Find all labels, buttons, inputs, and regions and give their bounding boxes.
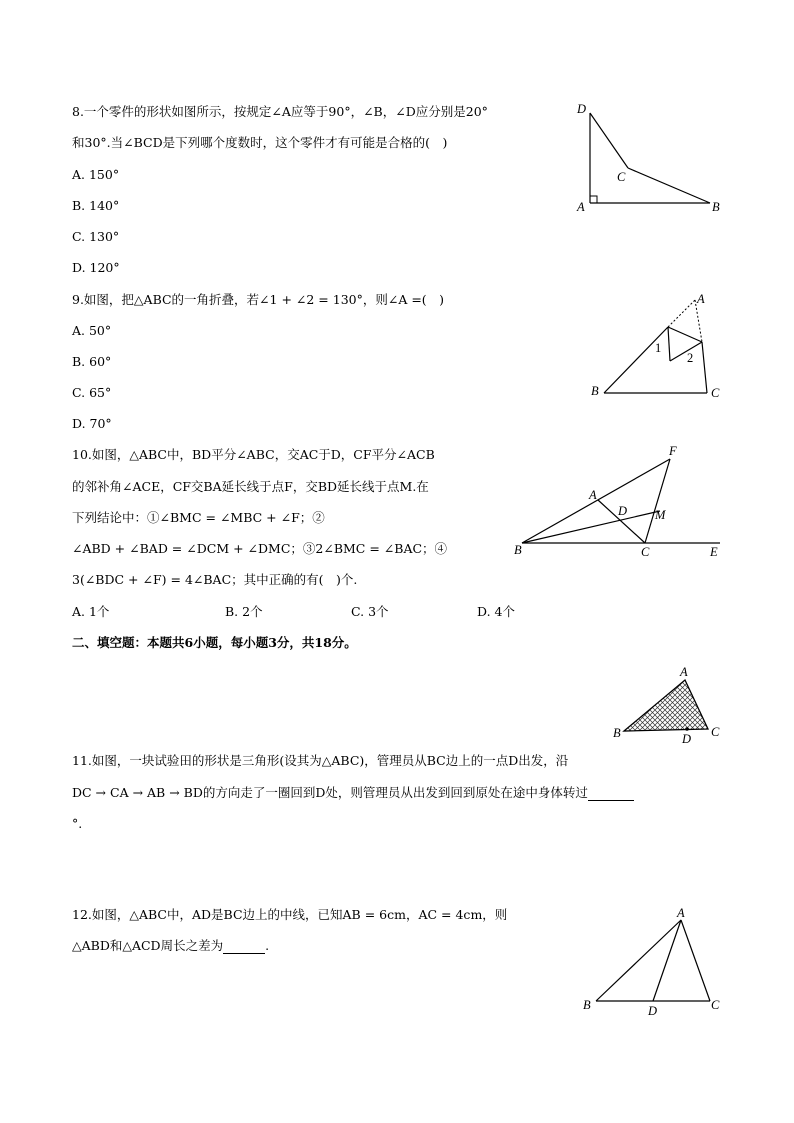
q9-label-a: A bbox=[697, 292, 705, 306]
q12-median-ad bbox=[653, 920, 681, 1001]
q8-line2: 和30°.当∠BCD是下列哪个度数时，这个零件才有可能是合格的( ) bbox=[72, 135, 448, 150]
q10-line-bf bbox=[522, 459, 670, 543]
q10-line-bm bbox=[522, 511, 660, 543]
q8-option-c: C. 130° bbox=[72, 229, 120, 244]
q9-option-c: C. 65° bbox=[72, 385, 112, 400]
q12-label-b: B bbox=[583, 998, 591, 1012]
q8-edge-cb bbox=[628, 168, 710, 203]
q8-option-d: D. 120° bbox=[72, 260, 120, 275]
section-2-heading: 二、填空题：本题共6小题，每小题3分，共18分。 bbox=[72, 635, 357, 650]
q11-shaded-triangle bbox=[624, 680, 708, 731]
q10-line1: 10.如图，△ABC中，BD平分∠ABC，交AC于D，CF平分∠ACB bbox=[72, 447, 435, 462]
q10-line3: 下列结论中：①∠BMC = ∠MBC + ∠F；② bbox=[72, 510, 325, 525]
q8-right-angle-mark bbox=[590, 196, 597, 203]
q8-label-c: C bbox=[617, 170, 626, 184]
q12-edge-ba bbox=[596, 920, 681, 1001]
q9-edge-fold-c bbox=[702, 342, 707, 393]
q9-folded-edge-1 bbox=[668, 327, 670, 361]
q9-option-b: B. 60° bbox=[72, 354, 112, 369]
q9-line1: 9.如图，把△ABC的一角折叠，若∠1 + ∠2 = 130°，则∠A =( ) bbox=[72, 292, 445, 307]
q9-dotted-edge-1 bbox=[668, 300, 695, 327]
q11-line2: DC → CA → AB → BD的方向走了一圈回到D处，则管理员从出发到回到原处在途中身体转过 bbox=[72, 785, 588, 800]
q12-line2: △ABD和△ACD周长之差为 bbox=[72, 938, 224, 953]
q10-line2: 的邻补角∠ACE，CF交BA延长线于点F，交BD延长线于点M.在 bbox=[72, 479, 429, 494]
q12-answer-blank[interactable] bbox=[223, 941, 265, 954]
q11-answer-blank[interactable] bbox=[588, 788, 634, 801]
q10-label-a: A bbox=[589, 488, 597, 502]
q12-label-a: A bbox=[677, 906, 685, 920]
q9-folded-edge-2 bbox=[670, 342, 702, 361]
q9-label-2: 2 bbox=[687, 351, 694, 365]
q12-label-d: D bbox=[648, 1004, 658, 1018]
q8-line1: 8.一个零件的形状如图所示，按规定∠A应等于90°，∠B，∠D应分别是20° bbox=[72, 104, 488, 119]
q12-line1: 12.如图，△ABC中，AD是BC边上的中线，已知AB = 6cm，AC = 4cm，则 bbox=[72, 907, 508, 922]
q10-line5: 3(∠BDC + ∠F) = 4∠BAC；其中正确的有( )个. bbox=[72, 572, 358, 587]
q10-option-a: A. 1个 bbox=[72, 604, 110, 619]
q10-label-e: E bbox=[710, 545, 718, 559]
q11-line1: 11.如图，一块试验田的形状是三角形(设其为△ABC)，管理员从BC边上的一点D出发，沿 bbox=[72, 753, 569, 768]
q12-line2-row bbox=[72, 938, 269, 954]
q10-label-d: D bbox=[618, 504, 628, 518]
q8-edge-dc bbox=[590, 113, 628, 168]
q9-edge-b-fold bbox=[604, 327, 668, 393]
q11-label-a: A bbox=[680, 665, 688, 679]
q11-line3: °. bbox=[72, 816, 83, 831]
q10-option-b: B. 2个 bbox=[225, 604, 263, 619]
q11-label-d: D bbox=[682, 732, 692, 746]
q10-label-f: F bbox=[669, 444, 677, 458]
q11-point-d bbox=[685, 727, 689, 731]
q10-option-d: D. 4个 bbox=[477, 604, 515, 619]
q10-label-b: B bbox=[514, 543, 522, 557]
q11-label-b: B bbox=[613, 726, 621, 740]
q12-line2-end: . bbox=[265, 938, 270, 953]
q8-option-b: B. 140° bbox=[72, 198, 120, 213]
q12-edge-ac bbox=[681, 920, 710, 1001]
q9-dotted-edge-2 bbox=[695, 300, 702, 342]
q10-label-c: C bbox=[641, 545, 650, 559]
q11-line2-row bbox=[72, 785, 634, 801]
q9-fold-crease bbox=[668, 327, 702, 342]
q9-option-d: D. 70° bbox=[72, 416, 112, 431]
q11-label-c: C bbox=[711, 725, 720, 739]
q8-label-b: B bbox=[712, 200, 720, 214]
q10-line4: ∠ABD + ∠BAD = ∠DCM + ∠DMC；③2∠BMC = ∠BAC；④ bbox=[72, 541, 448, 556]
q8-label-d: D bbox=[577, 102, 587, 116]
q9-label-1: 1 bbox=[655, 341, 662, 355]
q9-option-a: A. 50° bbox=[72, 323, 112, 338]
q10-line-ac bbox=[598, 500, 645, 543]
q8-label-a: A bbox=[577, 200, 585, 214]
q10-label-m: M bbox=[655, 508, 666, 522]
q12-label-c: C bbox=[711, 998, 720, 1012]
q10-option-c: C. 3个 bbox=[351, 604, 389, 619]
q8-option-a: A. 150° bbox=[72, 167, 120, 182]
q9-label-b: B bbox=[591, 384, 599, 398]
q10-line-cf bbox=[645, 459, 670, 543]
q9-label-c: C bbox=[711, 386, 720, 400]
